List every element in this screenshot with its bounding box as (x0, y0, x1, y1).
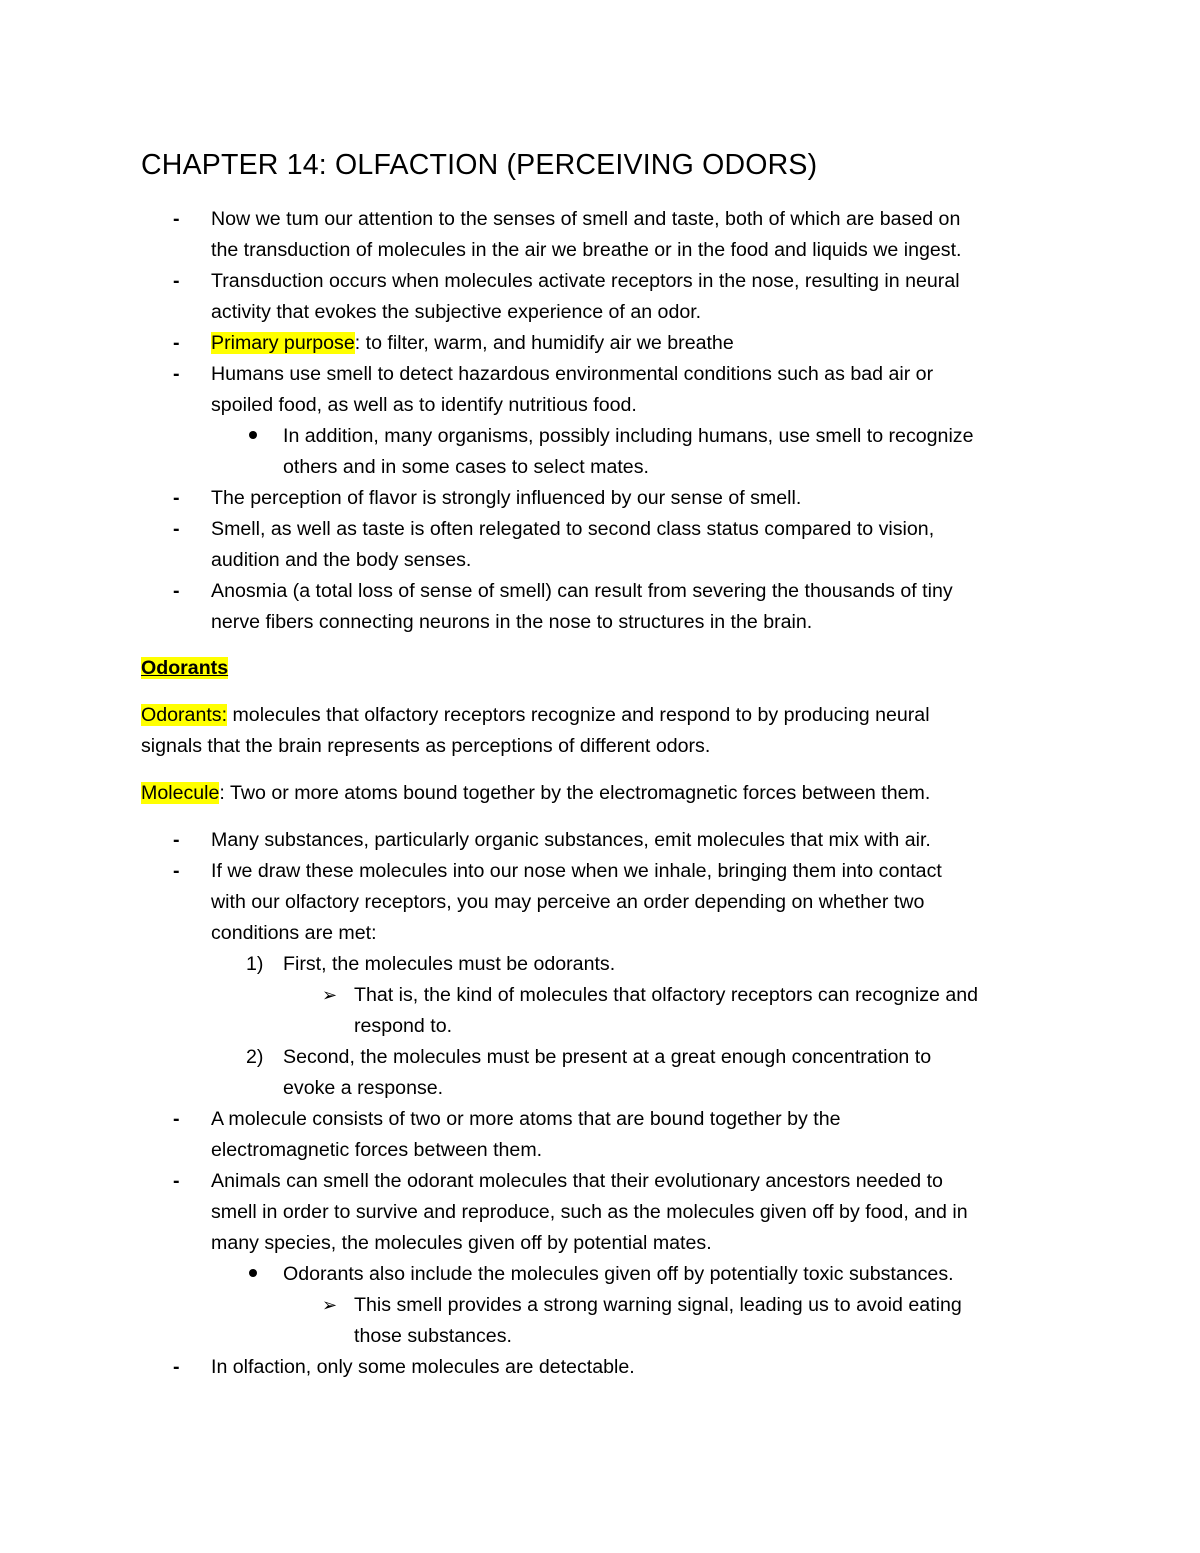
sub-bullet-text: Odorants also include the molecules given off by potentially toxic substances. (283, 1263, 954, 1285)
bullet-text: If we draw these molecules into our nose when we inhale, bringing them into contact (211, 860, 942, 882)
bullet-text: The perception of flavor is strongly influenced by our sense of smell. (211, 487, 802, 509)
term-definition: molecules that olfactory receptors recognize and respond to by producing neural (227, 704, 930, 726)
dash-marker: - (173, 1356, 180, 1378)
dash-marker: - (173, 487, 180, 509)
bullet-text: Humans use smell to detect hazardous environmental conditions such as bad air or (211, 363, 934, 385)
bullet-text: smell in order to survive and reproduce, such as the molecules given off by food, and in (211, 1201, 968, 1223)
bullet-text: Transduction occurs when molecules activate receptors in the nose, resulting in neural (211, 270, 960, 292)
bullet-text: Smell, as well as taste is often relegated to second class status compared to vision, (211, 518, 935, 540)
arrow-bullet-icon: ➢ (322, 985, 338, 1005)
bullet-text (211, 328, 734, 359)
bullet-text: electromagnetic forces between them. (211, 1139, 543, 1161)
sub-bullet-text: In addition, many organisms, possibly including humans, use smell to recognize (283, 425, 974, 447)
bullet-text: the transduction of molecules in the air we breathe or in the food and liquids we ingest. (211, 239, 962, 261)
bullet-text: Anosmia (a total loss of sense of smell) can result from severing the thousands of tiny (211, 580, 953, 602)
bullet-dot-icon (249, 1259, 257, 1290)
highlighted-term: Molecule (141, 782, 220, 804)
highlighted-term: Primary purpose (211, 332, 355, 354)
section-heading: Odorants (141, 657, 229, 679)
term-definition: : to filter, warm, and humidify air we breathe (354, 332, 734, 354)
definition-text: signals that the brain represents as perceptions of different odors. (141, 735, 711, 757)
arrow-bullet-text: those substances. (354, 1325, 512, 1347)
dash-marker: - (173, 518, 180, 540)
bullet-text: A molecule consists of two or more atoms that are bound together by the (211, 1108, 841, 1130)
arrow-bullet-icon: ➢ (322, 1295, 338, 1315)
dash-marker: - (173, 1170, 180, 1192)
bullet-text: Now we tum our attention to the senses of smell and taste, both of which are based on (211, 208, 961, 230)
bullet-text: Many substances, particularly organic substances, emit molecules that mix with air. (211, 829, 931, 851)
chapter-title: CHAPTER 14: OLFACTION (PERCEIVING ODORS) (141, 149, 818, 181)
arrow-bullet-text: This smell provides a strong warning signal, leading us to avoid eating (354, 1294, 962, 1316)
dash-marker: - (173, 363, 180, 385)
sub-bullet-text: others and in some cases to select mates. (283, 456, 649, 478)
highlighted-term: Odorants: (141, 704, 228, 726)
bullet-text: nerve fibers connecting neurons in the nose to structures in the brain. (211, 611, 813, 633)
numbered-text: evoke a response. (283, 1077, 444, 1099)
dash-marker: - (173, 580, 180, 602)
bullet-text: spoiled food, as well as to identify nutritious food. (211, 394, 637, 416)
dash-marker: - (173, 1108, 180, 1130)
bullet-text: audition and the body senses. (211, 549, 472, 571)
numbered-text: Second, the molecules must be present at a great enough concentration to (283, 1046, 932, 1068)
arrow-bullet-text: That is, the kind of molecules that olfactory receptors can recognize and (354, 984, 979, 1006)
number-marker: 2) (246, 1046, 264, 1068)
dash-marker: - (173, 860, 180, 882)
numbered-text: First, the molecules must be odorants. (283, 953, 616, 975)
bullet-dot-icon (249, 421, 257, 452)
bullet-text: Animals can smell the odorant molecules that their evolutionary ancestors needed to (211, 1170, 943, 1192)
bullet-text: activity that evokes the subjective experience of an odor. (211, 301, 702, 323)
term-definition: : Two or more atoms bound together by the electromagnetic forces between them. (219, 782, 931, 804)
bullet-text: conditions are met: (211, 922, 377, 944)
bullet-text: In olfaction, only some molecules are detectable. (211, 1356, 635, 1378)
dash-marker: - (173, 829, 180, 851)
arrow-bullet-text: respond to. (354, 1015, 453, 1037)
dash-marker: - (173, 270, 180, 292)
dash-marker: - (173, 208, 180, 230)
bullet-text: many species, the molecules given off by potential mates. (211, 1232, 712, 1254)
definition-text (141, 778, 930, 809)
number-marker: 1) (246, 953, 264, 975)
bullet-text: with our olfactory receptors, you may perceive an order depending on whether two (211, 891, 925, 913)
dash-marker: - (173, 332, 180, 354)
definition-text (141, 700, 930, 731)
